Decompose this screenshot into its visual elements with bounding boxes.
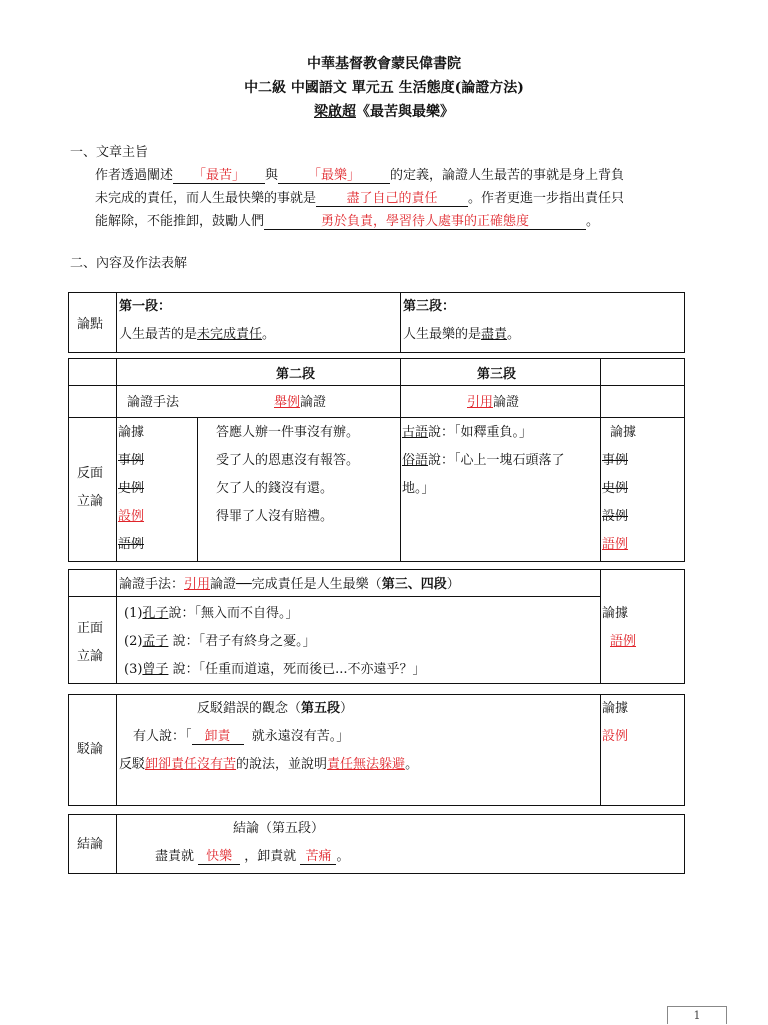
evidence-answer: 設例 bbox=[602, 729, 629, 744]
para3-title: 第三段： bbox=[403, 299, 456, 314]
text: 反駁錯誤的觀念（ bbox=[197, 701, 302, 716]
text: (2) bbox=[124, 634, 143, 649]
key-term: 孔子 bbox=[142, 606, 169, 621]
course-line: 中二級 中國語文 單元五 生活態度(論證方法) bbox=[244, 80, 524, 96]
answer: 責任無法躲避 bbox=[327, 757, 406, 772]
text: 與 bbox=[265, 168, 279, 183]
text: 論證手法： bbox=[119, 577, 185, 592]
text: 有人說：「 bbox=[133, 729, 192, 744]
para3-point bbox=[403, 323, 520, 342]
key-term: 未完成責任 bbox=[197, 327, 263, 342]
argument-label: 論點 bbox=[77, 317, 104, 332]
rebuttal-claim bbox=[133, 725, 349, 745]
section2-heading: 二、內容及作法表解 bbox=[70, 256, 188, 271]
option-struck: 設例 bbox=[602, 509, 629, 524]
answer: 卸卻責任沒有苦 bbox=[145, 757, 237, 772]
method-para3 bbox=[467, 391, 519, 410]
text: 。作者更進一步指出責任只 bbox=[468, 191, 625, 206]
text: 說：「任重而道遠，死而後已...不亦遠乎？」 bbox=[168, 662, 426, 677]
text: 論證──完成責任是人生最樂（ bbox=[210, 577, 382, 592]
evidence-answer: 語例 bbox=[610, 634, 637, 649]
text: (3) bbox=[124, 662, 143, 677]
option-struck: 事例 bbox=[118, 453, 145, 468]
answer-blank: 快樂 bbox=[198, 849, 240, 865]
title-text: 《最苦與最樂》 bbox=[356, 104, 454, 120]
page-number-box bbox=[667, 1006, 727, 1024]
quote-zengzi bbox=[124, 658, 425, 677]
text: 。 bbox=[586, 214, 600, 229]
conclusion-label: 結論 bbox=[77, 837, 104, 852]
text: 就永遠沒有苦。」 bbox=[251, 729, 350, 744]
text: 。 bbox=[336, 849, 350, 864]
positive-argument-table bbox=[68, 569, 685, 684]
option-struck: 史例 bbox=[118, 481, 145, 496]
evidence-label: 論據 bbox=[602, 701, 629, 716]
evidence-label: 論據 bbox=[602, 606, 629, 621]
text: 說：「如釋重負。」 bbox=[428, 425, 533, 440]
text: ，卸責就 bbox=[244, 849, 297, 864]
evidence-label-left: 論據 bbox=[118, 425, 145, 440]
option-struck: 事例 bbox=[602, 453, 629, 468]
text: 說：「心上一塊石頭落了 bbox=[428, 453, 565, 468]
counter-argument-table bbox=[68, 358, 685, 562]
text: 說：「君子有終身之憂。」 bbox=[168, 634, 316, 649]
key-term: 俗語 bbox=[402, 453, 429, 468]
answer-blank: 苦痛 bbox=[300, 849, 336, 865]
text: 人生最苦的是 bbox=[119, 327, 198, 342]
text: (1) bbox=[124, 606, 143, 621]
quote-2 bbox=[402, 449, 565, 468]
rebuttal-table bbox=[68, 694, 685, 806]
col-para3: 第三段 bbox=[477, 367, 517, 382]
text: 說：「無入而不自得。」 bbox=[168, 606, 299, 621]
answer-blank: 卸責 bbox=[192, 729, 244, 745]
row-label-1: 正面 bbox=[77, 621, 104, 636]
paragraph-ref: 第五段 bbox=[301, 701, 341, 716]
answer: 引用 bbox=[184, 577, 211, 592]
para1-point bbox=[119, 323, 275, 342]
rebuttal-title bbox=[197, 697, 353, 716]
section1-line3 bbox=[95, 210, 599, 230]
method-para2 bbox=[274, 391, 326, 410]
text: 論證 bbox=[300, 395, 327, 410]
quote-1 bbox=[402, 421, 532, 440]
key-term: 曾子 bbox=[142, 662, 169, 677]
row-label-1: 反面 bbox=[77, 466, 104, 481]
text: 人生最樂的是 bbox=[403, 327, 482, 342]
text: ） bbox=[340, 701, 354, 716]
answer-blank-1: 「最苦」 bbox=[173, 168, 265, 184]
text: 的說法，並說明 bbox=[236, 757, 328, 772]
text: 論證 bbox=[493, 395, 520, 410]
rebuttal-label: 駁論 bbox=[77, 742, 104, 757]
method-line bbox=[119, 573, 460, 592]
example-2: 受了人的恩惠沒有報答。 bbox=[216, 453, 360, 468]
para1-title: 第一段： bbox=[119, 299, 172, 314]
text: 。 bbox=[262, 327, 276, 342]
key-term: 古語 bbox=[402, 425, 429, 440]
argument-table bbox=[68, 292, 685, 353]
text: 。 bbox=[405, 757, 419, 772]
option-answer: 設例 bbox=[118, 509, 145, 524]
row-label-2: 立論 bbox=[77, 649, 104, 664]
option-struck: 史例 bbox=[602, 481, 629, 496]
quote-2-cont: 地。」 bbox=[402, 481, 435, 496]
text: 。 bbox=[507, 327, 521, 342]
conclusion-statement bbox=[155, 845, 349, 865]
text: 盡責就 bbox=[155, 849, 195, 864]
author-name: 梁啟超 bbox=[314, 104, 356, 120]
method-label: 論證手法 bbox=[127, 395, 180, 410]
row-label-2: 立論 bbox=[77, 494, 104, 509]
answer-blank-4: 勇於負責，學習待人處事的正確態度 bbox=[264, 214, 586, 230]
answer-blank-3: 盡了自己的責任 bbox=[316, 191, 468, 207]
option-struck: 語例 bbox=[118, 537, 145, 552]
article-title bbox=[0, 101, 768, 121]
example-1: 答應人辦一件事沒有辦。 bbox=[216, 425, 360, 440]
rebuttal-explanation bbox=[119, 753, 418, 772]
page-number: 1 bbox=[693, 1009, 701, 1022]
option-answer: 語例 bbox=[602, 537, 629, 552]
key-term: 孟子 bbox=[142, 634, 169, 649]
answer-blank-2: 「最樂」 bbox=[278, 168, 390, 184]
section1-line2 bbox=[95, 187, 624, 207]
text: 能解除，不能推卸，鼓勵人們 bbox=[95, 214, 265, 229]
text: 未完成的責任，而人生最快樂的事就是 bbox=[95, 191, 317, 206]
paragraph-ref: 第三、四段 bbox=[381, 577, 447, 592]
text: 的定義，論證人生最苦的事就是身上背負 bbox=[390, 168, 625, 183]
conclusion-table bbox=[68, 814, 685, 874]
quote-mencius bbox=[124, 630, 316, 649]
section1-heading: 一、文章主旨 bbox=[70, 145, 149, 160]
school-name: 中華基督教會蒙民偉書院 bbox=[307, 56, 461, 72]
key-term: 盡責 bbox=[481, 327, 508, 342]
section1-line1 bbox=[95, 164, 624, 184]
answer: 舉例 bbox=[274, 395, 301, 410]
answer: 引用 bbox=[467, 395, 494, 410]
example-4: 得罪了人沒有賠禮。 bbox=[216, 509, 334, 524]
evidence-label-right: 論據 bbox=[610, 425, 637, 440]
col-para2: 第二段 bbox=[276, 367, 316, 382]
quote-confucius bbox=[124, 602, 298, 621]
text: ） bbox=[446, 577, 460, 592]
example-3: 欠了人的錢沒有還。 bbox=[216, 481, 334, 496]
text: 作者透過闡述 bbox=[95, 168, 174, 183]
text: 反駁 bbox=[119, 757, 146, 772]
conclusion-title: 結論（第五段） bbox=[233, 821, 325, 836]
